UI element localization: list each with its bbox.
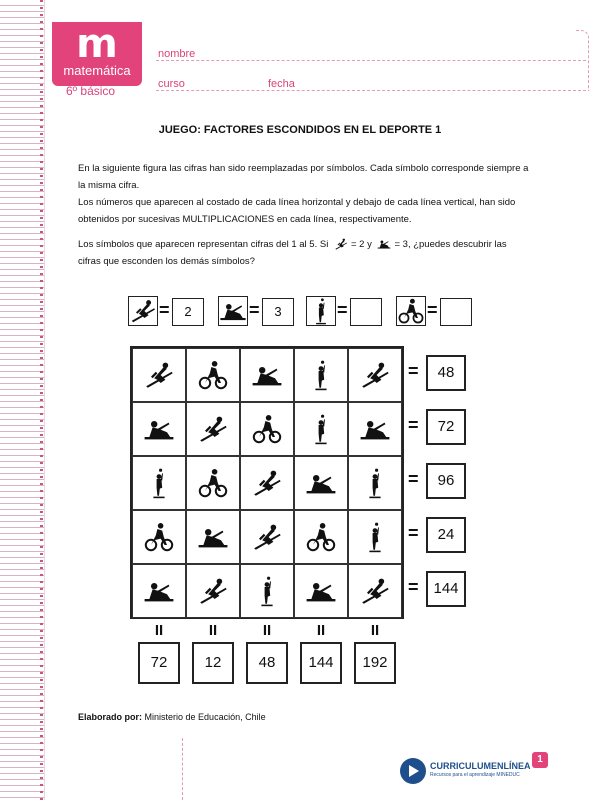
basketball-player-icon [305, 359, 337, 391]
rower-icon [143, 413, 175, 445]
cyclist-icon [397, 297, 425, 325]
grid-cell [294, 402, 348, 456]
grid-cell [294, 564, 348, 618]
row-product-box: 24 [426, 517, 466, 553]
rower-icon [305, 467, 337, 499]
rower-icon [374, 237, 394, 251]
footer-divider [182, 738, 183, 800]
legend-symbol-2 [218, 296, 248, 326]
legend-equals: = [159, 300, 170, 320]
grid-cell [294, 348, 348, 402]
column-equals: II [370, 622, 380, 639]
grid-cell [348, 348, 402, 402]
grid-cell [132, 456, 186, 510]
grid-cell [132, 510, 186, 564]
page-number: 1 [532, 752, 548, 768]
skier-icon [251, 521, 283, 553]
grid-cell [294, 456, 348, 510]
legend-value-box-2[interactable]: 3 [262, 298, 294, 326]
row-equals: = [408, 415, 419, 435]
basketball-player-icon [359, 467, 391, 499]
rower-icon [197, 521, 229, 553]
question-part-3: = 3, ¿puedes descubrir las cifras que esconden los demás símbolos? [78, 239, 507, 267]
basketball-player-icon [251, 575, 283, 607]
cyclist-icon [197, 467, 229, 499]
curriculum-logo-icon [400, 758, 426, 784]
rower-icon [143, 575, 175, 607]
basketball-player-icon [359, 521, 391, 553]
credit-label: Elaborado por: [78, 712, 143, 722]
legend-equals: = [337, 300, 348, 320]
grid-cell [186, 402, 240, 456]
grid-cell [240, 564, 294, 618]
row-equals: = [408, 361, 419, 381]
grid-cell [240, 348, 294, 402]
basketball-player-icon [143, 467, 175, 499]
legend-equals: = [427, 300, 438, 320]
skier-icon [251, 467, 283, 499]
credit-value: Ministerio de Educación, Chile [144, 712, 266, 722]
curriculum-brand: CURRICULUMENLÍNEA [430, 761, 531, 771]
grid-cell [240, 510, 294, 564]
question-part-2: = 2 y [350, 239, 372, 250]
grid-cell [132, 564, 186, 618]
grid-cell [348, 510, 402, 564]
legend-value-box-3[interactable] [350, 298, 382, 326]
logo-letter: m [76, 21, 118, 67]
grid-cell [186, 456, 240, 510]
column-equals: II [262, 622, 272, 639]
skier-icon [197, 575, 229, 607]
row-product-box: 144 [426, 571, 466, 607]
rower-icon [305, 575, 337, 607]
column-product-box: 192 [354, 642, 396, 684]
grid-cell [132, 402, 186, 456]
binder-edge [0, 0, 45, 800]
logo-subtitle: matemática [63, 63, 131, 78]
row-product-box: 72 [426, 409, 466, 445]
skier-icon [359, 575, 391, 607]
course-date-field-line[interactable] [156, 90, 586, 91]
curriculum-brand-sub: Recursos para el aprendizaje MINEDUC [430, 772, 520, 778]
legend-value-box-1[interactable]: 2 [172, 298, 204, 326]
column-product-box: 12 [192, 642, 234, 684]
grid-cell [240, 456, 294, 510]
skier-icon [331, 237, 351, 251]
grid-cell [240, 402, 294, 456]
explanation-paragraph: Los números que aparecen al costado de cada línea horizontal y debajo de cada línea vertical, han sido obtenidos por sucesivas MULTIPLICACIONES en cada línea, respectivamente. [78, 197, 516, 225]
credit-line [78, 712, 266, 722]
cyclist-icon [251, 413, 283, 445]
column-equals: II [154, 622, 164, 639]
grid-cell [348, 456, 402, 510]
row-product-box: 48 [426, 355, 466, 391]
date-field-label: fecha [268, 78, 295, 90]
column-product-box: 72 [138, 642, 180, 684]
grid-cell [294, 510, 348, 564]
cyclist-icon [143, 521, 175, 553]
question-part-1: Los símbolos que aparecen representan cifras del 1 al 5. Si [78, 239, 329, 250]
grid-cell [348, 564, 402, 618]
rower-icon [219, 297, 247, 325]
skier-icon [143, 359, 175, 391]
cyclist-icon [197, 359, 229, 391]
grid-cell [186, 348, 240, 402]
rower-icon [359, 413, 391, 445]
row-equals: = [408, 523, 419, 543]
grid-cell [132, 348, 186, 402]
rower-icon [251, 359, 283, 391]
column-product-box: 144 [300, 642, 342, 684]
skier-icon [197, 413, 229, 445]
column-equals: II [316, 622, 326, 639]
legend-symbol-3 [306, 296, 336, 326]
legend-equals: = [249, 300, 260, 320]
skier-icon [129, 297, 157, 325]
basketball-player-icon [305, 413, 337, 445]
grid-cell [348, 402, 402, 456]
skier-icon [359, 359, 391, 391]
grade-label: 6º básico [66, 84, 116, 98]
row-equals: = [408, 577, 419, 597]
course-field-label: curso [158, 78, 185, 90]
legend-symbol-4 [396, 296, 426, 326]
legend-symbol-1 [128, 296, 158, 326]
basketball-player-icon [307, 297, 335, 325]
name-field-line[interactable] [156, 60, 586, 61]
name-field-label: nombre [158, 48, 196, 60]
grid-cell [186, 510, 240, 564]
legend-value-box-4[interactable] [440, 298, 472, 326]
column-product-box: 48 [246, 642, 288, 684]
row-product-box: 96 [426, 463, 466, 499]
question-paragraph [78, 236, 532, 270]
grid-cell [186, 564, 240, 618]
matematica-logo [52, 22, 142, 86]
column-equals: II [208, 622, 218, 639]
intro-paragraph: En la siguiente figura las cifras han sido reemplazadas por símbolos. Cada símbolo corresponde siempre a la misma cifra. [78, 163, 529, 191]
row-equals: = [408, 469, 419, 489]
cyclist-icon [305, 521, 337, 553]
page-title: JUEGO: FACTORES ESCONDIDOS EN EL DEPORTE 1 [158, 124, 442, 136]
symbol-grid [130, 346, 404, 619]
header-corner [576, 30, 589, 91]
